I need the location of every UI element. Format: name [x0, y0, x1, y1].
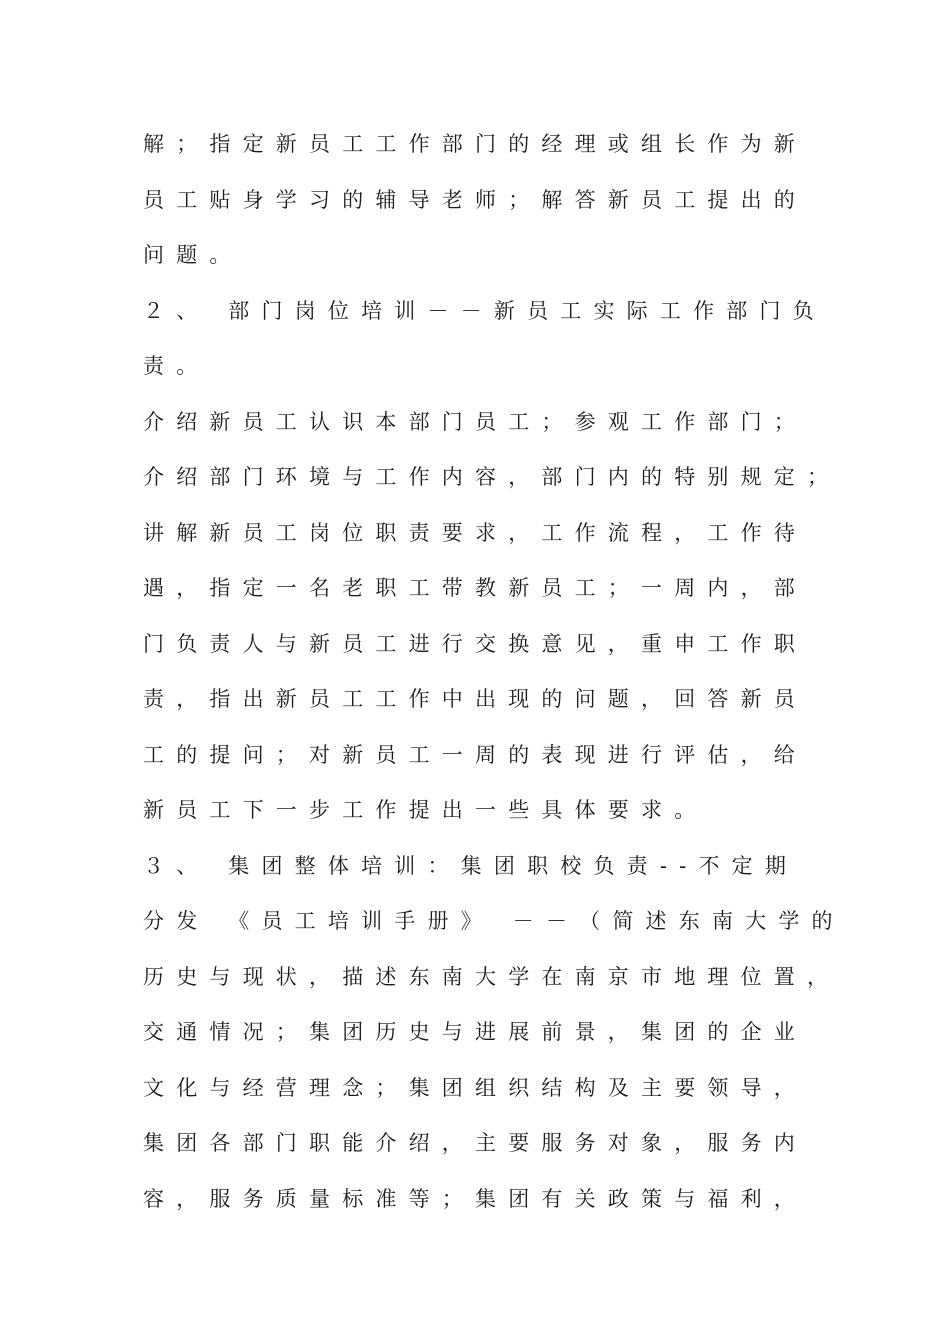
text-line: 容，服务质量标准等；集团有关政策与福利， — [143, 1186, 807, 1211]
text-line: 新员工下一步工作提出一些具体要求。 — [143, 798, 708, 822]
text-line: 工的提问；对新员工一周的表现进行评估，给 — [143, 742, 807, 767]
text-line: 解；指定新员工工作部门的经理或组长作为新 — [143, 132, 807, 156]
text-line: 责，指出新员工工作中出现的问题，回答新员 — [143, 687, 807, 711]
section-heading: ３、 集团整体培训：集团职校负责--不定期 — [143, 853, 799, 878]
text-line: 遇，指定一名老职工带教新员工；一周内，部 — [143, 576, 807, 600]
body-text — [143, 122, 863, 1232]
text-line: 交通情况；集团历史与进展前景，集团的企业 — [143, 1020, 807, 1044]
text-line: 介绍部门环境与工作内容，部门内的特别规定； — [143, 465, 841, 489]
text-line: 门负责人与新员工进行交换意见，重申工作职 — [143, 631, 807, 656]
text-line: 讲解新员工岗位职责要求，工作流程，工作待 — [143, 520, 807, 545]
text-line: 集团各部门职能介绍，主要服务对象，服务内 — [143, 1131, 807, 1155]
text-line: 分发 《员工培训手册》 －－（简述东南大学的 — [143, 909, 845, 933]
text-line: 责。 — [143, 354, 210, 378]
section-heading: ２、 部门岗位培训－－新员工实际工作部门负 — [143, 298, 826, 323]
text-line: 历史与现状，描述东南大学在南京市地理位置， — [143, 964, 841, 989]
text-line: 介绍新员工认识本部门员工；参观工作部门； — [143, 409, 807, 434]
text-line: 员工贴身学习的辅导老师；解答新员工提出的 — [143, 187, 807, 212]
text-line: 文化与经营理念；集团组织结构及主要领导， — [143, 1075, 807, 1100]
text-line: 问题。 — [143, 243, 243, 267]
